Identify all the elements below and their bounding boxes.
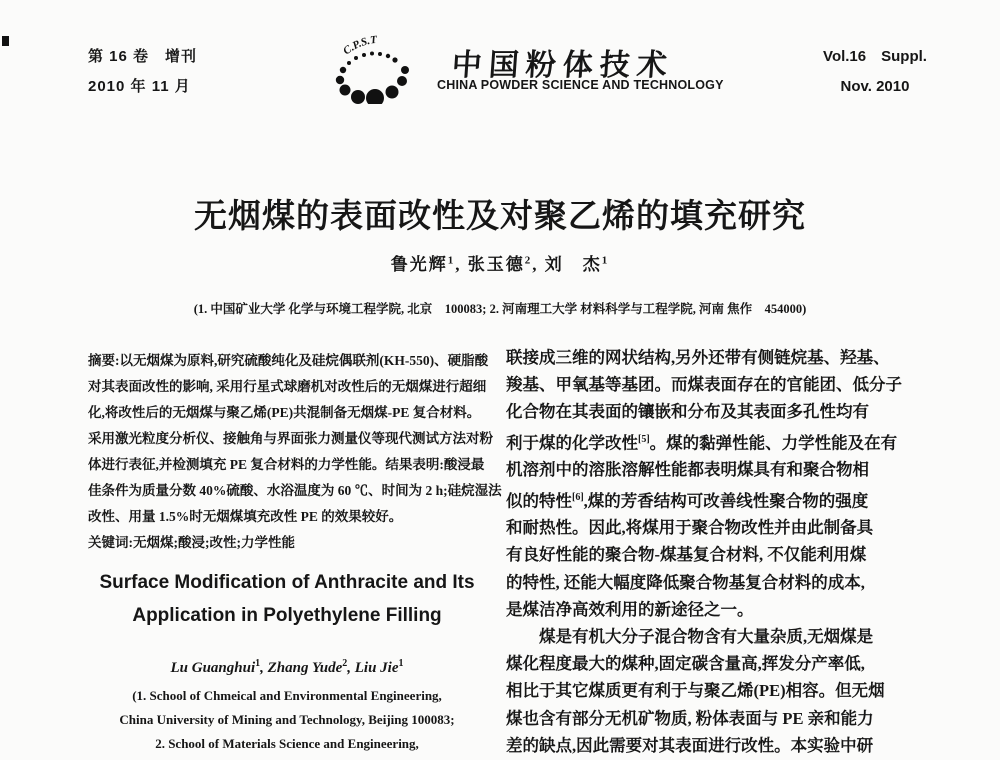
author-separator: , — [347, 660, 355, 676]
author-name: 鲁光辉 — [390, 255, 448, 274]
body-column-right — [506, 344, 926, 759]
author-name: Zhang Yude — [267, 660, 343, 676]
body-text-line: 煤也含有部分无机矿物质, 粉体表面与 PE 亲和能力 — [506, 708, 874, 728]
author-superscript: 2 — [524, 254, 533, 267]
abstract-line: 体进行表征,并检测填充 PE 复合材料的力学性能。结果表明:酸浸最 — [88, 457, 485, 472]
body-text: ,煤的芳香结构可改善线性聚合物的强度 — [583, 491, 869, 511]
author-superscript: 1 — [601, 254, 610, 267]
body-text-line: 煤是有机大分子混合物含有大量杂质,无烟煤是 — [539, 627, 874, 647]
abstract-line: 化,将改性后的无烟煤与聚乙烯(PE)共混制备无烟煤-PE 复合材料。 — [88, 405, 481, 420]
cpst-logo-svg — [330, 34, 422, 104]
body-text-line: 有良好性能的聚合物-煤基复合材料, 不仅能利用煤 — [506, 545, 867, 565]
body-text-line: 和耐热性。因此,将煤用于聚合物改性并由此制备具 — [506, 518, 874, 538]
body-text-line: 相比于其它煤质更有利于与聚乙烯(PE)相容。但无烟 — [506, 681, 885, 701]
author-name: Lu Guanghui — [170, 660, 256, 676]
volume-line-en: Vol.16 Suppl. — [823, 48, 927, 65]
body-text-line: 差的缺点,因此需要对其表面进行改性。本实验中研 — [506, 735, 874, 755]
affiliation-en-line: (1. School of Chmeical and Environmental Engineering, — [132, 688, 442, 703]
body-text: 似的特性 — [506, 491, 572, 511]
affiliation-en-line: China University of Mining and Technology, Beijing 100083; — [119, 712, 455, 727]
body-text-line — [506, 426, 926, 457]
body-text: 。煤的黏弹性能、力学性能及在有 — [649, 433, 898, 453]
body-text: 利于煤的化学改性 — [506, 433, 638, 453]
journal-name-cn: 中国粉体技术 — [450, 49, 675, 82]
english-title — [88, 566, 486, 632]
abstract-line: 改性、用量 1.5%时无烟煤填充改性 PE 的效果较好。 — [88, 509, 403, 524]
author-separator: , — [455, 255, 468, 274]
english-title-line2: Application in Polyethylene Filling — [132, 605, 442, 626]
authors-en — [88, 658, 486, 677]
date-line-en: Nov. 2010 — [840, 78, 910, 95]
author-separator: , — [260, 660, 268, 676]
author-name: 张玉德 — [467, 255, 525, 274]
abstract-line: 佳条件为质量分数 40%硫酸、水浴温度为 60 ℃、时间为 2 h;硅烷湿法 — [88, 483, 502, 498]
journal-name-en: CHINA POWDER SCIENCE AND TECHNOLOGY — [437, 78, 724, 92]
date-line-cn: 2010 年 11 月 — [88, 78, 191, 95]
affiliation-cn: (1. 中国矿业大学 化学与环境工程学院, 北京 100083; 2. 河南理工大学 材料科学与工程学院, 河南 焦作 454000) — [193, 302, 807, 316]
author-superscript: 1 — [398, 658, 404, 669]
volume-line-cn: 第 16 卷 增刊 — [88, 48, 198, 65]
issue-info-en — [800, 42, 950, 102]
author-separator: , — [532, 255, 545, 274]
abstract-block — [88, 348, 502, 556]
abstract-line: 摘要:以无烟煤为原料,研究硫酸纯化及硅烷偶联剂(KH-550)、硬脂酸 — [88, 353, 489, 368]
abstract-line: 对其表面改性的影响, 采用行星式球磨机对改性后的无烟煤进行超细 — [88, 379, 487, 394]
svg-text:C.P.S.T: C.P.S.T — [341, 34, 378, 58]
citation-superscript: [5] — [638, 433, 650, 445]
body-text-line: 联接成三维的网状结构,另外还带有侧链烷基、羟基、 — [506, 348, 890, 367]
author-name: Liu Jie — [354, 660, 399, 676]
article-title-cn: 无烟煤的表面改性及对聚乙烯的填充研究 — [194, 197, 806, 234]
author-superscript: 2 — [342, 658, 348, 669]
citation-superscript: [6] — [572, 491, 584, 503]
authors-cn — [0, 250, 1000, 275]
english-title-line1: Surface Modification of Anthracite and Its — [99, 572, 475, 593]
cpst-logo-icon — [330, 34, 422, 104]
affiliation-en — [88, 684, 486, 756]
body-text-line: 是煤洁净高效利用的新途径之一。 — [506, 599, 754, 619]
body-text-line: 机溶剂中的溶胀溶解性能都表明煤具有和聚合物相 — [506, 460, 869, 480]
body-text-line: 化合物在其表面的镶嵌和分布及其表面多孔性均有 — [506, 402, 869, 422]
affiliation-en-line: 2. School of Materials Science and Engineering, — [155, 736, 419, 751]
scan-artifact — [2, 36, 9, 46]
author-superscript: 1 — [255, 658, 261, 669]
body-text-line — [506, 484, 926, 515]
issue-info-cn — [88, 42, 197, 102]
body-text-line: 羧基、甲氧基等基团。而煤表面存在的官能团、低分子 — [506, 375, 902, 395]
abstract-line: 关键词:无烟煤;酸浸;改性;力学性能 — [88, 535, 295, 550]
abstract-line: 采用激光粒度分析仪、接触角与界面张力测量仪等现代测试方法对粉 — [88, 431, 493, 446]
author-name: 刘 杰 — [544, 255, 602, 274]
body-text-line: 煤化程度最大的煤种,固定碳含量高,挥发分产率低, — [506, 654, 865, 674]
body-text-line: 的特性, 还能大幅度降低聚合物基复合材料的成本, — [506, 572, 865, 592]
author-superscript: 1 — [447, 254, 456, 267]
